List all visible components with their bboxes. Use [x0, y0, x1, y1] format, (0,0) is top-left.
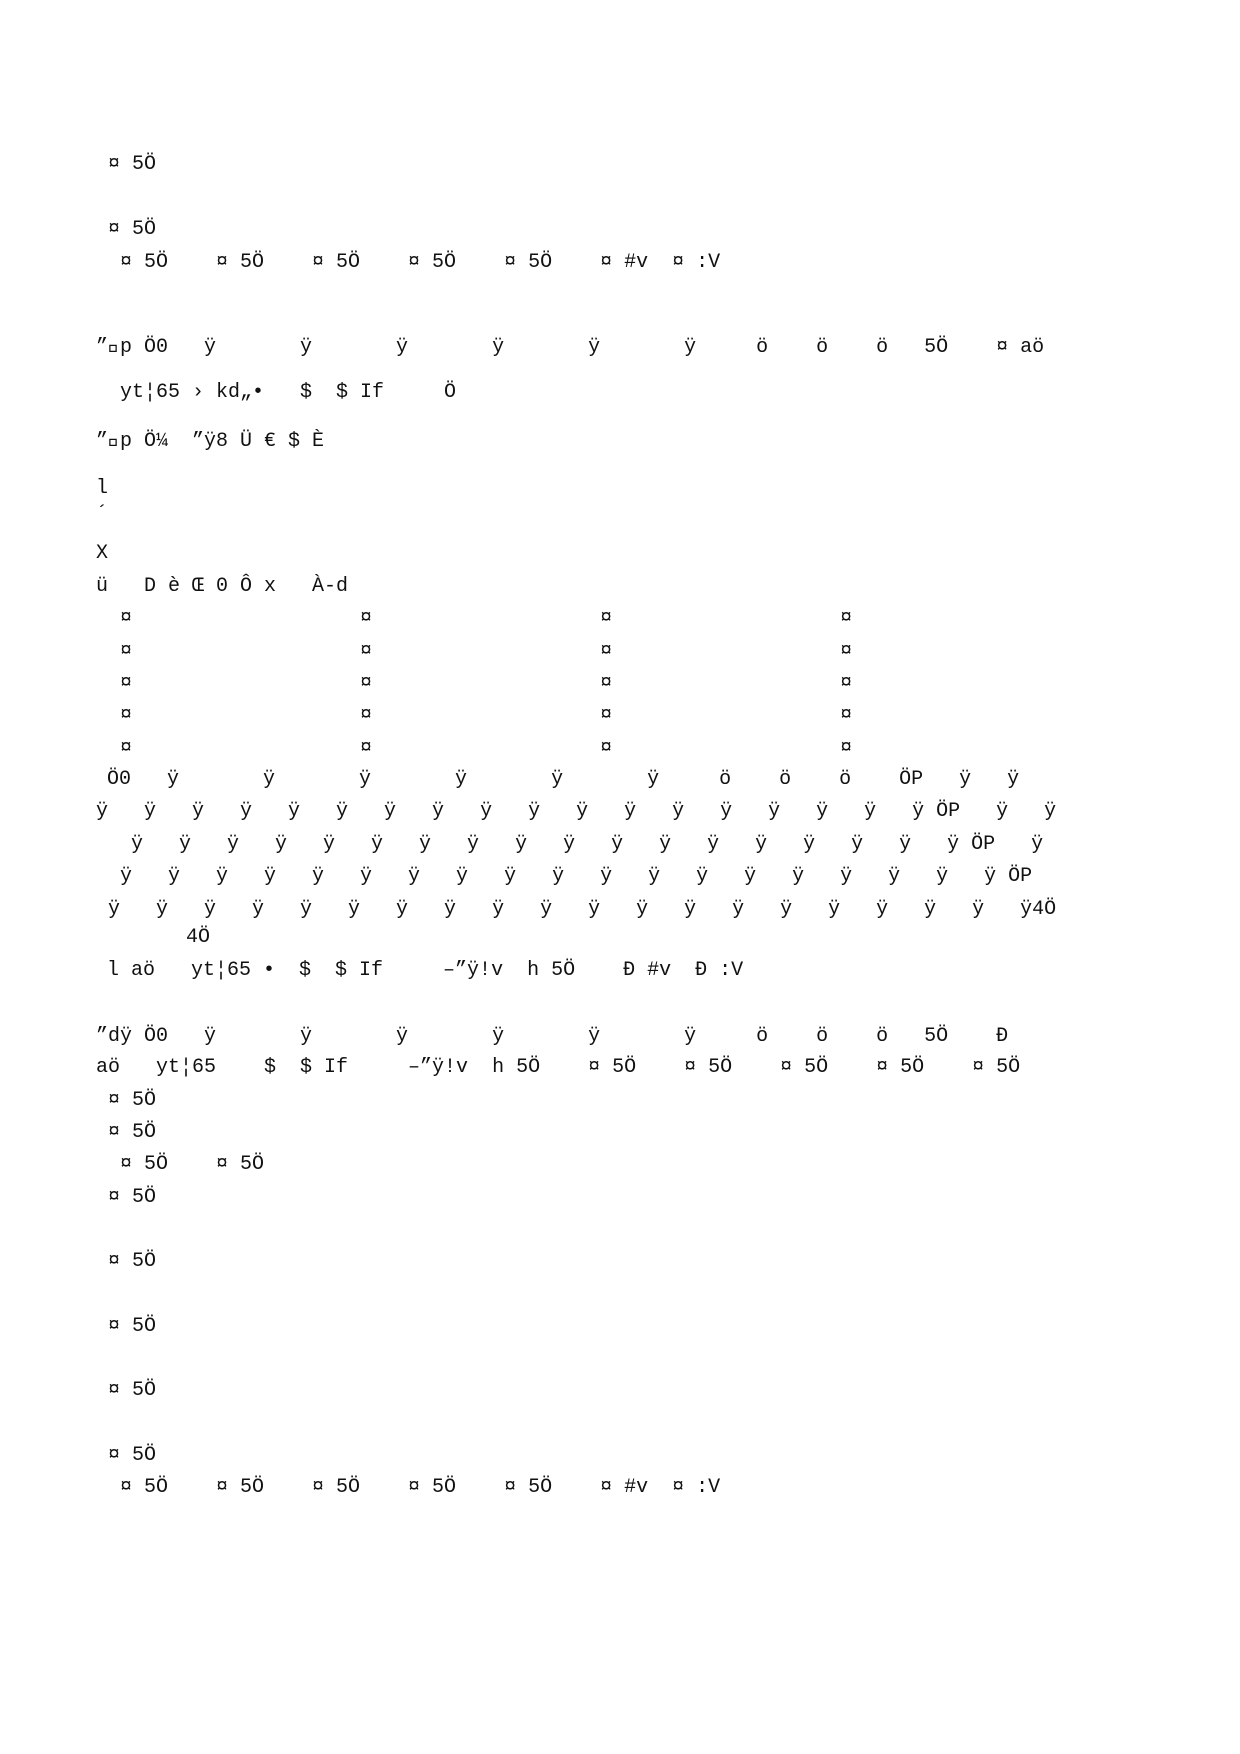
text-line: ” p Ö0 ÿ ÿ ÿ ÿ ÿ ÿ ö ö ö 5Ö ¤ aö: [96, 336, 1045, 359]
text-line: ¤ 5Ö: [108, 153, 157, 176]
text-line: ´: [96, 503, 109, 526]
text-line: l aö yt¦65 • $ $ If –”ÿ!v h 5Ö Ð #v Ð :V: [107, 959, 744, 982]
text-line: ” p Ö¼ ”ÿ8 Ü € $ È: [96, 430, 325, 453]
text-line: ¤ 5Ö: [108, 1250, 157, 1273]
text-line: ¤ 5Ö: [108, 1444, 157, 1467]
text-line: ¤ ¤ ¤ ¤: [120, 704, 853, 727]
text-line: ¤ 5Ö: [108, 1121, 157, 1144]
text-line: ”dÿ Ö0 ÿ ÿ ÿ ÿ ÿ ÿ ö ö ö 5Ö Ð: [96, 1025, 1009, 1048]
text-line: l: [96, 477, 109, 500]
text-line: Ö0 ÿ ÿ ÿ ÿ ÿ ÿ ö ö ö ÖP ÿ ÿ: [107, 768, 1020, 791]
text-line: X: [96, 542, 109, 565]
text-line: ¤ 5Ö: [108, 1315, 157, 1338]
text-line: ¤ ¤ ¤ ¤: [120, 607, 853, 630]
text-line: ÿ ÿ ÿ ÿ ÿ ÿ ÿ ÿ ÿ ÿ ÿ ÿ ÿ ÿ ÿ ÿ ÿ ÿ ÿ ÿ4Ö: [108, 898, 1057, 921]
text-line: ü D è Œ 0 Ô x À-d: [96, 575, 349, 598]
text-line: ¤ 5Ö: [108, 1379, 157, 1402]
text-line: aö yt¦65 $ $ If –”ÿ!v h 5Ö ¤ 5Ö ¤ 5Ö ¤ 5Ö ¤ 5Ö ¤ 5Ö: [96, 1056, 1021, 1079]
text-line: ¤ ¤ ¤ ¤: [120, 640, 853, 663]
text-line: ¤ 5Ö: [108, 218, 157, 241]
text-line: ¤ 5Ö ¤ 5Ö ¤ 5Ö ¤ 5Ö ¤ 5Ö ¤ #v ¤ :V: [120, 1476, 721, 1499]
text-line: yt¦65 › kd„• $ $ If Ö: [120, 381, 457, 404]
text-line: ¤ 5Ö ¤ 5Ö ¤ 5Ö ¤ 5Ö ¤ 5Ö ¤ #v ¤ :V: [120, 251, 721, 274]
text-line: ÿ ÿ ÿ ÿ ÿ ÿ ÿ ÿ ÿ ÿ ÿ ÿ ÿ ÿ ÿ ÿ ÿ ÿ ÿ ÖP: [120, 865, 1033, 888]
text-line: ¤ ¤ ¤ ¤: [120, 672, 853, 695]
text-line: ¤ ¤ ¤ ¤: [120, 737, 853, 760]
text-line: ÿ ÿ ÿ ÿ ÿ ÿ ÿ ÿ ÿ ÿ ÿ ÿ ÿ ÿ ÿ ÿ ÿ ÿ ÖP ÿ: [131, 833, 1044, 856]
text-line: ¤ 5Ö: [108, 1089, 157, 1112]
text-line: ÿ ÿ ÿ ÿ ÿ ÿ ÿ ÿ ÿ ÿ ÿ ÿ ÿ ÿ ÿ ÿ ÿ ÿ ÖP ÿ ÿ: [96, 800, 1057, 823]
text-line: 4Ö: [186, 926, 211, 949]
text-line: ¤ 5Ö ¤ 5Ö: [120, 1153, 265, 1176]
text-line: ¤ 5Ö: [108, 1186, 157, 1209]
